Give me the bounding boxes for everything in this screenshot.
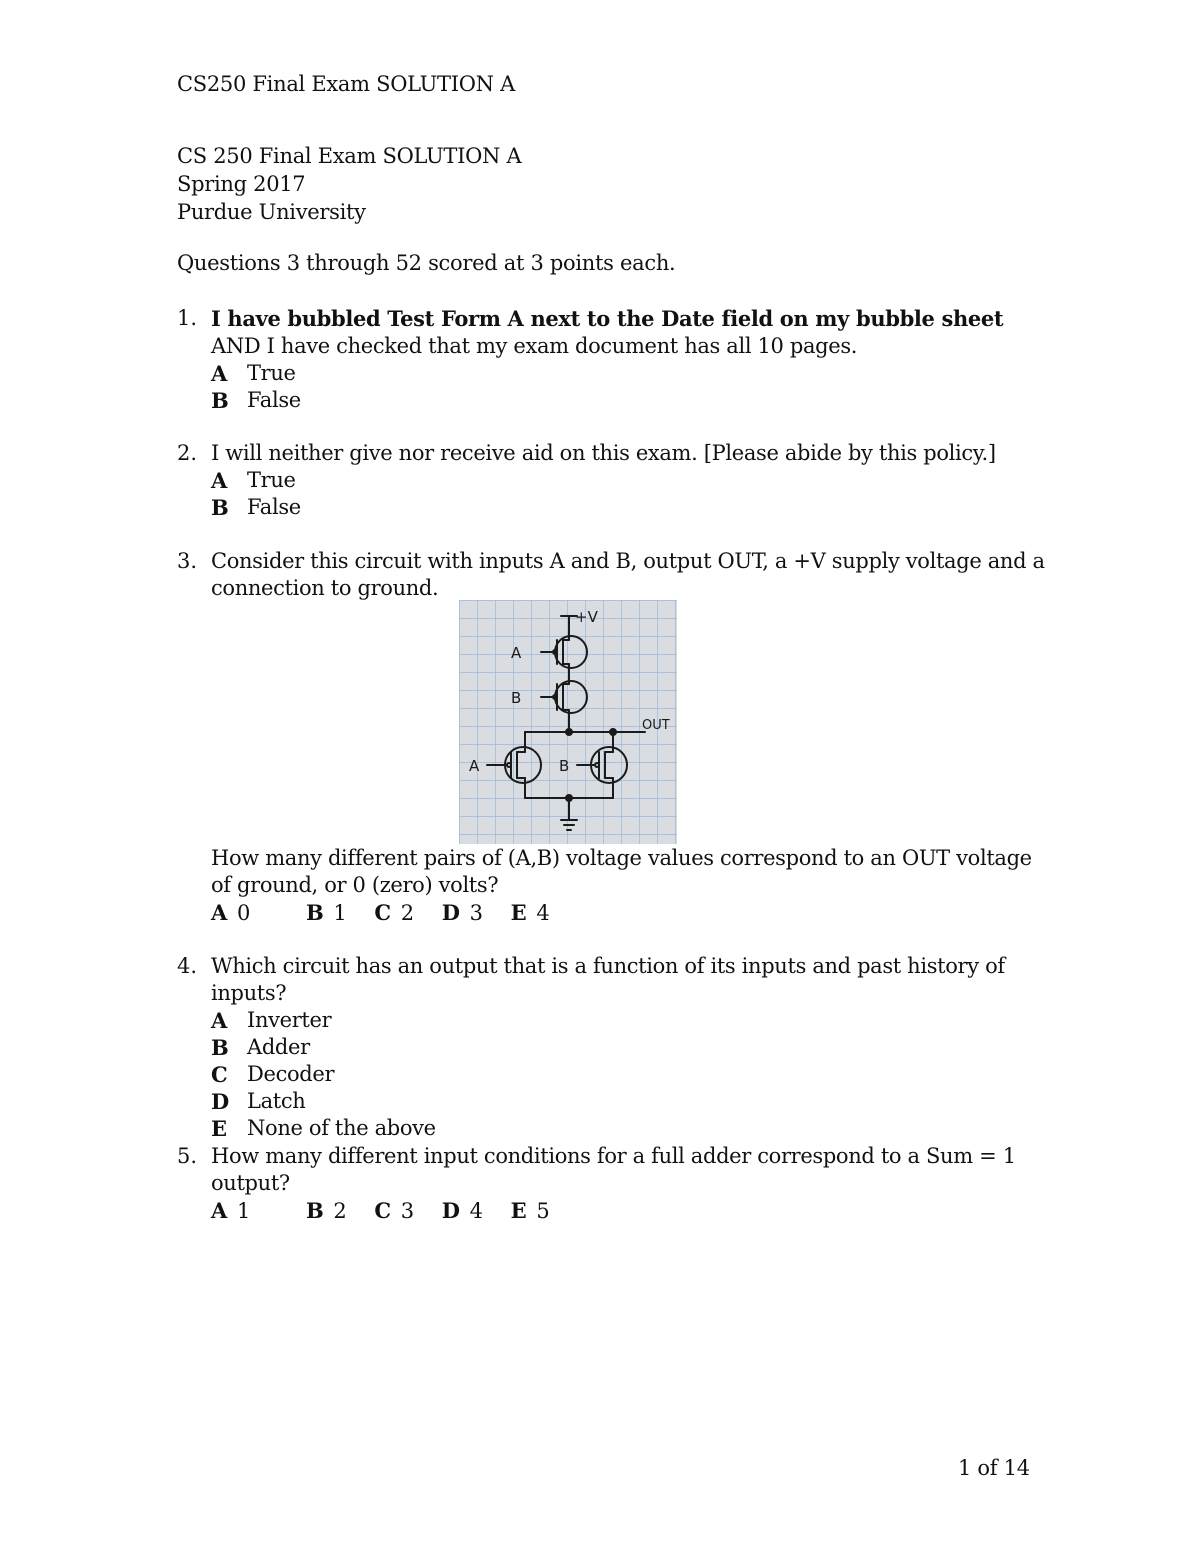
option-letter: C [211,1062,228,1087]
option-e [211,1115,1057,1142]
option-letter: B [211,388,229,413]
option-letter: C [374,900,391,925]
exam-term: Spring 2017 [177,172,306,196]
option-letter: D [211,1089,229,1114]
inline-options [211,899,1057,927]
input-a-label-bottom: A [469,757,480,775]
option-text: Inverter [247,1008,332,1032]
input-a-label-top: A [511,644,522,662]
option-b [211,1034,1057,1061]
question-number: 1. [177,306,198,330]
option-letter: B [211,495,229,520]
option-d [442,1197,483,1225]
option-letter: C [374,1198,391,1223]
page-number: 1 of 14 [958,1456,1030,1480]
output-label: OUT [642,718,670,733]
question-3-followup [177,845,1057,927]
option-b [211,387,1057,414]
option-e [511,1197,550,1225]
option-d [211,1088,1057,1115]
option-d [442,899,483,927]
question-text [211,305,1057,360]
option-letter: A [211,900,227,925]
question-text: Which circuit has an output that is a function of its inputs and past history of inputs? [211,954,1005,1005]
option-letter: B [305,1198,324,1223]
option-text: True [247,361,296,385]
option-text: 4 [536,901,550,925]
exam-institution: Purdue University [177,200,366,224]
option-text: True [247,468,296,492]
question-3 [177,548,1057,602]
option-text: 1 [333,901,347,925]
inline-options [211,1197,1057,1225]
question-number: 2. [177,441,198,465]
option-text: 0 [236,901,250,925]
option-text: 3 [469,901,483,925]
option-letter: A [211,468,227,493]
option-c [374,1197,413,1225]
option-b [211,494,1057,521]
supply-label: +V [575,608,598,626]
option-letter: B [211,1035,229,1060]
question-1 [177,305,1057,414]
option-text: False [247,388,301,412]
question-2 [177,440,1057,521]
option-b [306,1197,346,1225]
option-text: Latch [247,1089,306,1113]
question-text-bold: I have bubbled Test Form A next to the Date field on my bubble sheet [211,306,1004,331]
option-text: Adder [247,1035,310,1059]
question-text-rest: AND I have checked that my exam document has all 10 pages. [211,334,858,358]
option-a [211,1197,250,1225]
question-text: How many different input conditions for a full adder correspond to a Sum = 1 output? [211,1144,1016,1195]
option-a [211,360,1057,387]
option-letter: E [510,900,527,925]
exam-title: CS 250 Final Exam SOLUTION A [177,144,522,168]
title-block [177,142,521,226]
question-number: 5. [177,1144,198,1168]
option-text: 2 [400,901,414,925]
option-letter: D [441,900,460,925]
question-text: Consider this circuit with inputs A and B, output OUT, a +V supply voltage and a connection to ground. [211,549,1045,600]
option-text: 2 [333,1199,347,1223]
option-letter: A [211,361,227,386]
question-number: 4. [177,954,198,978]
option-text: 4 [469,1199,483,1223]
option-b [306,899,346,927]
option-e [511,899,550,927]
option-a [211,1007,1057,1034]
option-c [211,1061,1057,1088]
option-a [211,899,250,927]
question-4 [177,953,1057,1142]
option-text: 3 [400,1199,414,1223]
scoring-note: Questions 3 through 52 scored at 3 points each. [177,251,676,275]
option-letter: E [211,1116,227,1141]
option-letter: A [211,1198,227,1223]
option-letter: B [305,900,324,925]
option-letter: E [510,1198,527,1223]
option-a [211,467,1057,494]
input-b-label-bottom: B [559,757,570,775]
cmos-circuit-diagram [459,600,677,844]
option-text: None of the above [247,1116,436,1140]
question-5 [177,1143,1057,1225]
option-c [374,899,413,927]
option-letter: A [211,1008,227,1033]
question-number: 3. [177,549,198,573]
option-letter: D [441,1198,460,1223]
question-text: I will neither give nor receive aid on this exam. [Please abide by this policy.] [211,441,996,465]
option-text: 5 [536,1199,550,1223]
option-text: 1 [236,1199,250,1223]
running-header: CS250 Final Exam SOLUTION A [177,72,515,96]
input-b-label-top: B [511,689,522,707]
question-followup-text: How many different pairs of (A,B) voltage values correspond to an OUT voltage of ground, or 0 (zero) volts? [211,846,1032,897]
option-text: Decoder [247,1062,335,1086]
option-text: False [247,495,301,519]
